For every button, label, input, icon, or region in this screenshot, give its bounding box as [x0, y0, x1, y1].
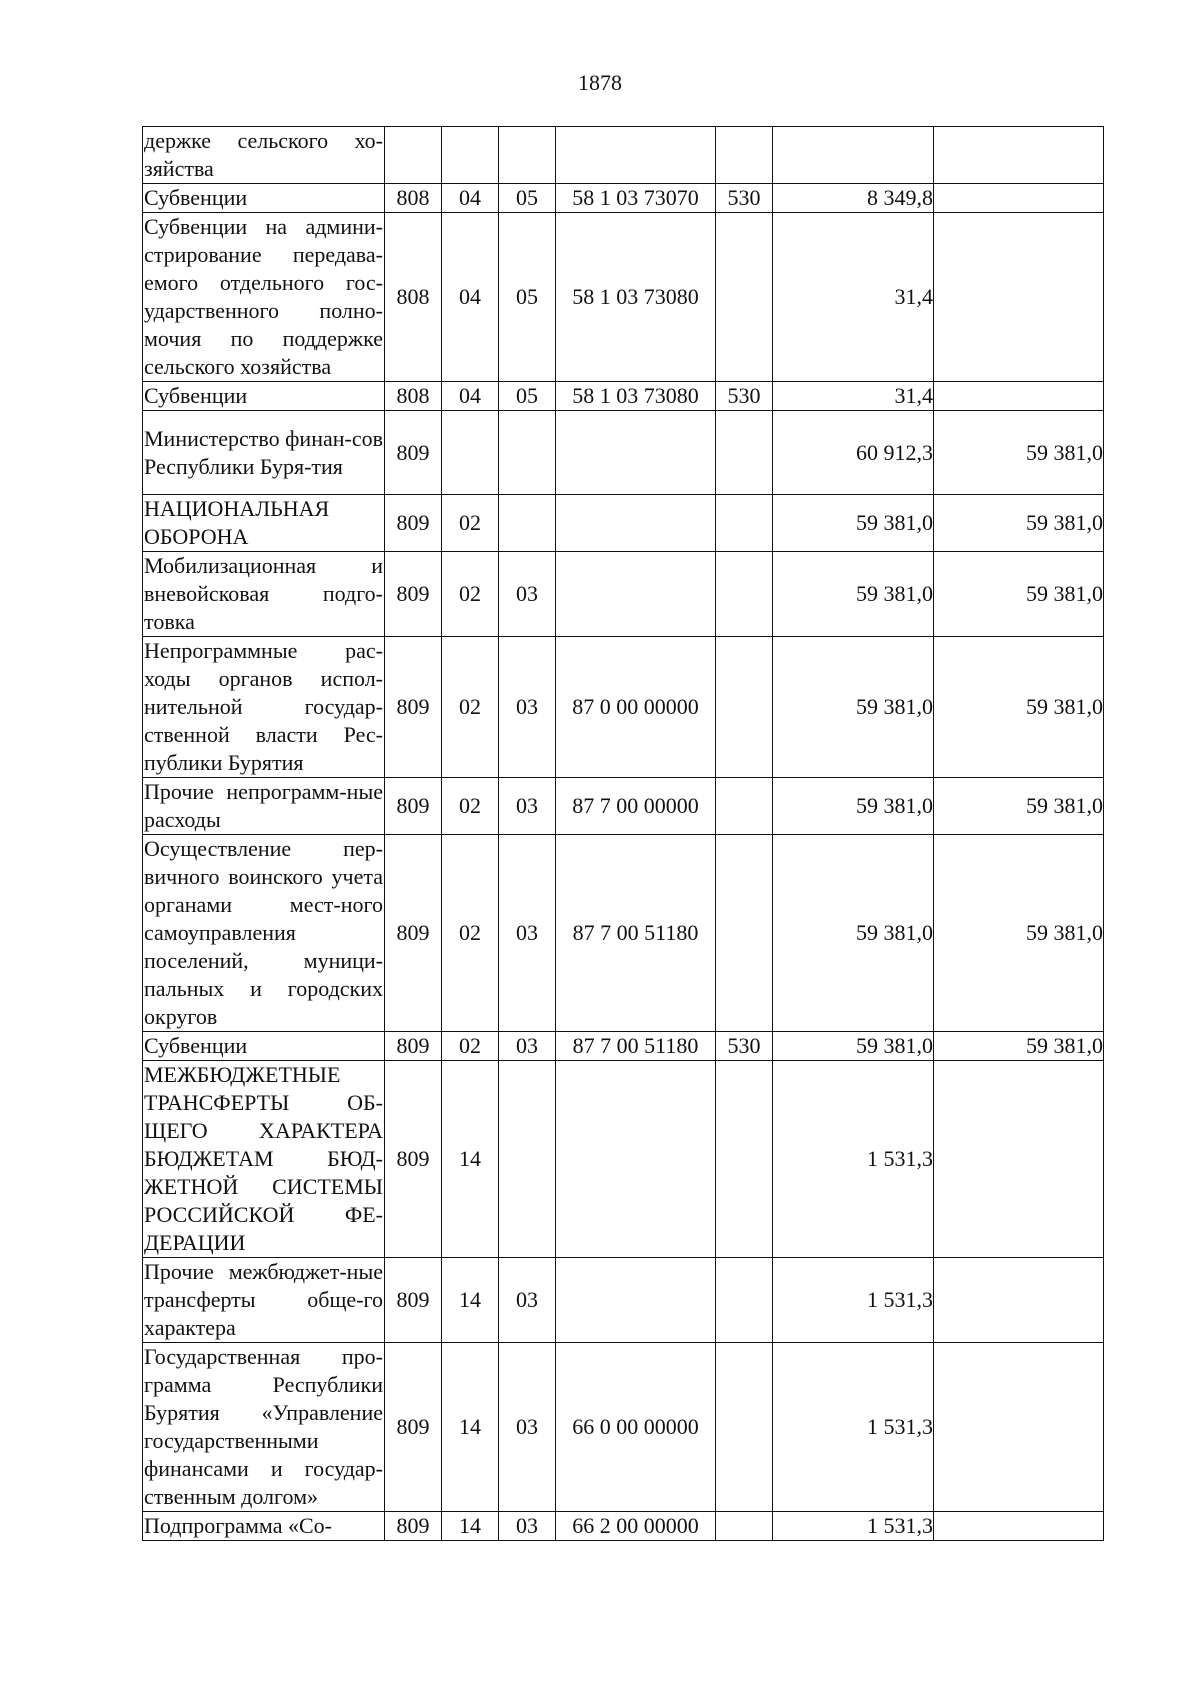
cell-code: 809 — [385, 552, 442, 637]
cell-code: 808 — [385, 184, 442, 213]
cell-name: Субвенции — [143, 1032, 385, 1061]
cell-section: 02 — [442, 552, 499, 637]
table-row — [143, 552, 1104, 637]
cell-sum2 — [934, 1258, 1104, 1343]
cell-article: 87 7 00 51180 — [556, 1032, 716, 1061]
cell-sum1 — [773, 127, 934, 184]
cell-code — [385, 127, 442, 184]
cell-name: Непрограммные рас-ходы органов испол-нительной государ-ственной власти Рес-публики Бурятия — [143, 637, 385, 778]
cell-subsection — [499, 411, 556, 495]
cell-section — [442, 127, 499, 184]
cell-section: 14 — [442, 1258, 499, 1343]
cell-sum1: 1 531,3 — [773, 1343, 934, 1512]
cell-sum2 — [934, 382, 1104, 411]
cell-name: МЕЖБЮДЖЕТНЫЕ ТРАНСФЕРТЫ ОБ-ЩЕГО ХАРАКТЕРА БЮДЖЕТАМ БЮД-ЖЕТНОЙ СИСТЕМЫ РОССИЙСКОЙ ФЕ-ДЕРАЦИИ — [143, 1061, 385, 1258]
cell-subsection — [499, 127, 556, 184]
cell-code: 809 — [385, 1032, 442, 1061]
cell-name: Прочие непрограмм-ные расходы — [143, 778, 385, 835]
cell-expense-type — [716, 127, 773, 184]
cell-code: 809 — [385, 835, 442, 1032]
cell-sum2 — [934, 1061, 1104, 1258]
table-row — [143, 411, 1104, 495]
cell-subsection: 03 — [499, 1343, 556, 1512]
cell-sum1: 1 531,3 — [773, 1061, 934, 1258]
cell-subsection — [499, 495, 556, 552]
cell-name: Подпрограмма «Со- — [143, 1512, 385, 1541]
cell-sum1: 59 381,0 — [773, 1032, 934, 1061]
cell-sum2 — [934, 1343, 1104, 1512]
cell-expense-type: 530 — [716, 382, 773, 411]
cell-name: Субвенции — [143, 184, 385, 213]
cell-sum1: 31,4 — [773, 213, 934, 382]
table-row — [143, 637, 1104, 778]
table-row — [143, 1061, 1104, 1258]
cell-code: 809 — [385, 637, 442, 778]
cell-sum2 — [934, 184, 1104, 213]
cell-expense-type — [716, 778, 773, 835]
cell-section: 14 — [442, 1061, 499, 1258]
cell-expense-type: 530 — [716, 184, 773, 213]
cell-article: 66 0 00 00000 — [556, 1343, 716, 1512]
cell-name: Прочие межбюджет-ные трансферты обще-го характера — [143, 1258, 385, 1343]
cell-sum2: 59 381,0 — [934, 495, 1104, 552]
cell-sum1: 1 531,3 — [773, 1512, 934, 1541]
cell-section: 02 — [442, 1032, 499, 1061]
cell-sum1: 8 349,8 — [773, 184, 934, 213]
cell-article: 87 7 00 51180 — [556, 835, 716, 1032]
cell-expense-type — [716, 411, 773, 495]
cell-article: 58 1 03 73080 — [556, 213, 716, 382]
cell-subsection: 05 — [499, 184, 556, 213]
budget-table — [142, 126, 1104, 1541]
cell-sum2: 59 381,0 — [934, 778, 1104, 835]
cell-subsection: 03 — [499, 1512, 556, 1541]
cell-expense-type — [716, 552, 773, 637]
cell-subsection — [499, 1061, 556, 1258]
cell-article: 87 0 00 00000 — [556, 637, 716, 778]
cell-name: Субвенции на админи-стрирование передава-емого отдельного гос-ударственного полно-мочия по поддержке сельского хозяйства — [143, 213, 385, 382]
cell-code: 808 — [385, 382, 442, 411]
cell-name: держке сельского хо-зяйства — [143, 127, 385, 184]
cell-section: 04 — [442, 184, 499, 213]
cell-code: 808 — [385, 213, 442, 382]
cell-code: 809 — [385, 778, 442, 835]
table-row — [143, 382, 1104, 411]
cell-section: 14 — [442, 1512, 499, 1541]
cell-subsection: 03 — [499, 1258, 556, 1343]
table-row — [143, 1032, 1104, 1061]
cell-expense-type: 530 — [716, 1032, 773, 1061]
cell-name: Осуществление пер-вичного воинского учета органами мест-ного самоуправления поселений, муници-пальных и городских округов — [143, 835, 385, 1032]
cell-article — [556, 411, 716, 495]
cell-expense-type — [716, 1343, 773, 1512]
cell-expense-type — [716, 495, 773, 552]
cell-subsection: 03 — [499, 637, 556, 778]
cell-article: 58 1 03 73080 — [556, 382, 716, 411]
cell-sum2 — [934, 1512, 1104, 1541]
cell-section: 02 — [442, 835, 499, 1032]
table-row — [143, 835, 1104, 1032]
table-row — [143, 495, 1104, 552]
cell-subsection: 05 — [499, 382, 556, 411]
cell-sum1: 1 531,3 — [773, 1258, 934, 1343]
table-row — [143, 213, 1104, 382]
table-row — [143, 127, 1104, 184]
cell-code: 809 — [385, 411, 442, 495]
table-row — [143, 1512, 1104, 1541]
cell-subsection: 03 — [499, 835, 556, 1032]
cell-code: 809 — [385, 1061, 442, 1258]
cell-subsection: 03 — [499, 552, 556, 637]
cell-section: 02 — [442, 637, 499, 778]
table-row — [143, 184, 1104, 213]
cell-article — [556, 495, 716, 552]
cell-expense-type — [716, 1512, 773, 1541]
cell-sum2: 59 381,0 — [934, 1032, 1104, 1061]
cell-section: 02 — [442, 495, 499, 552]
cell-section: 02 — [442, 778, 499, 835]
cell-code: 809 — [385, 495, 442, 552]
cell-subsection: 05 — [499, 213, 556, 382]
cell-sum2: 59 381,0 — [934, 552, 1104, 637]
cell-sum1: 59 381,0 — [773, 835, 934, 1032]
cell-sum1: 59 381,0 — [773, 778, 934, 835]
cell-sum1: 59 381,0 — [773, 552, 934, 637]
table-row — [143, 778, 1104, 835]
cell-section — [442, 411, 499, 495]
cell-sum1: 60 912,3 — [773, 411, 934, 495]
cell-sum1: 59 381,0 — [773, 495, 934, 552]
cell-code: 809 — [385, 1258, 442, 1343]
cell-article: 58 1 03 73070 — [556, 184, 716, 213]
cell-expense-type — [716, 637, 773, 778]
cell-code: 809 — [385, 1512, 442, 1541]
cell-name: НАЦИОНАЛЬНАЯ ОБОРОНА — [143, 495, 385, 552]
cell-name: Мобилизационная и вневойсковая подго-товка — [143, 552, 385, 637]
table-row — [143, 1258, 1104, 1343]
cell-article — [556, 127, 716, 184]
cell-expense-type — [716, 1258, 773, 1343]
cell-section: 14 — [442, 1343, 499, 1512]
cell-sum1: 31,4 — [773, 382, 934, 411]
cell-expense-type — [716, 835, 773, 1032]
cell-sum2 — [934, 127, 1104, 184]
page-number: 1878 — [578, 70, 622, 95]
cell-sum2: 59 381,0 — [934, 835, 1104, 1032]
cell-expense-type — [716, 213, 773, 382]
cell-expense-type — [716, 1061, 773, 1258]
cell-sum2: 59 381,0 — [934, 637, 1104, 778]
cell-subsection: 03 — [499, 778, 556, 835]
cell-sum2 — [934, 213, 1104, 382]
cell-subsection: 03 — [499, 1032, 556, 1061]
table-row — [143, 1343, 1104, 1512]
cell-article — [556, 1258, 716, 1343]
cell-article — [556, 1061, 716, 1258]
cell-code: 809 — [385, 1343, 442, 1512]
cell-name: Субвенции — [143, 382, 385, 411]
cell-name: Министерство финан-сов Республики Буря-тия — [143, 411, 385, 495]
cell-article — [556, 552, 716, 637]
cell-section: 04 — [442, 213, 499, 382]
cell-article: 66 2 00 00000 — [556, 1512, 716, 1541]
cell-section: 04 — [442, 382, 499, 411]
cell-article: 87 7 00 00000 — [556, 778, 716, 835]
cell-sum1: 59 381,0 — [773, 637, 934, 778]
cell-name: Государственная про-грамма Республики Бурятия «Управление государственными финансами и государ-ственным долгом» — [143, 1343, 385, 1512]
cell-sum2: 59 381,0 — [934, 411, 1104, 495]
